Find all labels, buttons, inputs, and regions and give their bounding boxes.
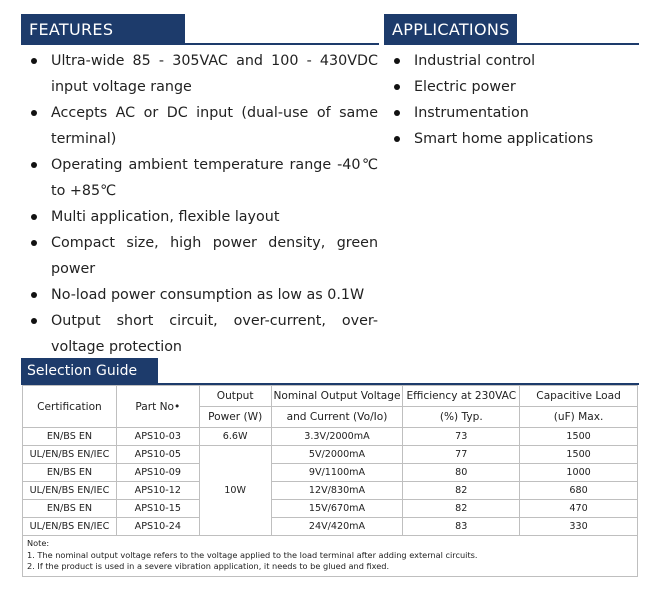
col-header-capacitive-load: Capacitive Load: [520, 386, 638, 407]
list-item: Multi application, flexible layout: [28, 204, 378, 230]
cell-vo-io: 15V/670mA: [271, 500, 403, 518]
cell-certification: EN/BS EN: [23, 428, 117, 446]
cell-vo-io: 24V/420mA: [271, 518, 403, 536]
features-list: [28, 48, 378, 360]
table-row: [23, 482, 638, 500]
cell-efficiency: 77: [403, 446, 520, 464]
list-item: No-load power consumption as low as 0.1W: [28, 282, 378, 308]
cell-part-no: APS10-03: [116, 428, 199, 446]
list-item: Compact size, high power density, green power: [28, 230, 378, 282]
col-header-output-power-unit: Power (W): [199, 407, 271, 428]
cell-efficiency: 83: [403, 518, 520, 536]
cell-efficiency: 82: [403, 482, 520, 500]
list-item: Instrumentation: [391, 100, 651, 126]
col-header-efficiency: Efficiency at 230VAC: [403, 386, 520, 407]
features-heading: FEATURES: [21, 14, 185, 45]
cell-vo-io: 5V/2000mA: [271, 446, 403, 464]
applications-list: [391, 48, 651, 152]
cell-efficiency: 80: [403, 464, 520, 482]
col-header-certification: Certification: [23, 386, 117, 428]
cell-vo-io: 9V/1100mA: [271, 464, 403, 482]
list-item: Output short circuit, over-current, over-voltage protection: [28, 308, 378, 360]
col-header-part-no: Part No•: [116, 386, 199, 428]
list-item: Smart home applications: [391, 126, 651, 152]
cell-efficiency: 82: [403, 500, 520, 518]
list-item: Operating ambient temperature range -40℃ to +85℃: [28, 152, 378, 204]
cell-part-no: APS10-09: [116, 464, 199, 482]
col-header-efficiency-unit: (%) Typ.: [403, 407, 520, 428]
list-item: Ultra-wide 85 - 305VAC and 100 - 430VDC input voltage range: [28, 48, 378, 100]
cell-output-power: 10W: [199, 446, 271, 536]
applications-heading: APPLICATIONS: [384, 14, 517, 45]
col-header-output-power: Output: [199, 386, 271, 407]
table-row: [23, 428, 638, 446]
cell-capacitive-load: 1000: [520, 464, 638, 482]
cell-certification: UL/EN/BS EN/IEC: [23, 446, 117, 464]
list-item: Accepts AC or DC input (dual-use of same terminal): [28, 100, 378, 152]
selection-guide-table: [22, 385, 638, 577]
cell-certification: EN/BS EN: [23, 500, 117, 518]
col-header-capacitive-load-unit: (uF) Max.: [520, 407, 638, 428]
selection-guide-heading: Selection Guide: [21, 358, 158, 385]
cell-efficiency: 73: [403, 428, 520, 446]
cell-vo-io: 12V/830mA: [271, 482, 403, 500]
cell-capacitive-load: 470: [520, 500, 638, 518]
col-header-nominal-output: Nominal Output Voltage: [271, 386, 403, 407]
note-label: Note:: [27, 538, 50, 548]
list-item: Industrial control: [391, 48, 651, 74]
cell-capacitive-load: 1500: [520, 428, 638, 446]
table-row: [23, 446, 638, 464]
cell-capacitive-load: 330: [520, 518, 638, 536]
cell-part-no: APS10-24: [116, 518, 199, 536]
table-row: [23, 500, 638, 518]
notes-cell: [23, 536, 638, 577]
list-item: Electric power: [391, 74, 651, 100]
note-item: 2. If the product is used in a severe vibration application, it needs to be glued and fixed.: [27, 561, 390, 571]
table-notes-row: [23, 536, 638, 577]
cell-part-no: APS10-05: [116, 446, 199, 464]
cell-certification: UL/EN/BS EN/IEC: [23, 482, 117, 500]
cell-certification: EN/BS EN: [23, 464, 117, 482]
table-header-row: [23, 386, 638, 407]
applications-heading-rule: [384, 43, 639, 45]
cell-part-no: APS10-12: [116, 482, 199, 500]
note-item: 1. The nominal output voltage refers to the voltage applied to the load terminal after adding external circuits.: [27, 549, 478, 560]
cell-capacitive-load: 1500: [520, 446, 638, 464]
table-row: [23, 464, 638, 482]
cell-capacitive-load: 680: [520, 482, 638, 500]
cell-output-power: 6.6W: [199, 428, 271, 446]
col-header-nominal-output-unit: and Current (Vo/Io): [271, 407, 403, 428]
cell-part-no: APS10-15: [116, 500, 199, 518]
cell-vo-io: 3.3V/2000mA: [271, 428, 403, 446]
features-heading-rule: [21, 43, 379, 45]
table-row: [23, 518, 638, 536]
cell-certification: UL/EN/BS EN/IEC: [23, 518, 117, 536]
